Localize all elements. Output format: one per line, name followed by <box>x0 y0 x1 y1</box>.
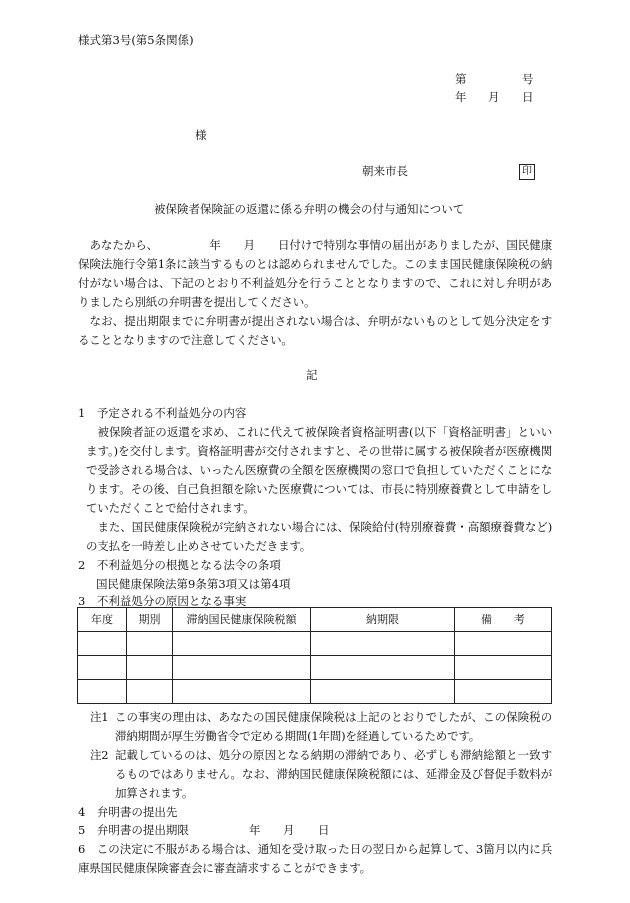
table-cell <box>311 656 455 680</box>
doc-number-prefix: 第 <box>455 72 467 86</box>
table-row <box>78 632 552 656</box>
arrears-table <box>77 607 552 704</box>
form-label: 様式第3号(第5条関係) <box>78 33 194 47</box>
table-cell <box>311 632 455 656</box>
table-cell <box>311 680 455 704</box>
section-4-title: 4 弁明書の提出先 <box>78 805 178 819</box>
section-2-body: 国民健康保険法第9条第3項又は第4項 <box>96 577 291 591</box>
deadline-day: 日 <box>318 823 330 837</box>
table-cell <box>127 632 173 656</box>
table-header-remarks: 備 考 <box>455 608 552 632</box>
table-cell <box>455 632 552 656</box>
date-day: 日 <box>522 90 534 104</box>
deadline-year: 年 <box>249 823 261 837</box>
deadline-month: 月 <box>283 823 295 837</box>
note-1-text: この事実の理由は、あなたの国民健康保険税は上記のとおりでしたが、この保険税の滞納期間が厚生労働省令で定める期間(1年間)を経過しているためです。 <box>115 710 552 743</box>
intro-paragraph-1: あなたから、 年 月 日付けで特別な事情の届出がありましたが、国民健康保険法施行令第1条に該当するものとは認められませんでした。このまま国民健康保険税の納付がない場合は、下記のとおり不利益処分を行うこととなりますので、これに対し弁明がありましたら別紙の弁明書を提出してください。 <box>78 238 552 309</box>
seal-mark: 印 <box>519 164 535 180</box>
table-header-row <box>78 608 552 632</box>
table-cell <box>455 656 552 680</box>
section-1-paragraph-2: また、国民健康保険税が完納されない場合には、保険給付(特別療養費・高額療養費など)の支払を一時差し止めさせていただきます。 <box>86 520 552 553</box>
section-1-title: 1 予定される不利益処分の内容 <box>78 406 247 420</box>
section-5-title: 5 弁明書の提出期限 <box>78 823 189 837</box>
section-6-text: 6 この決定に不服がある場合は、通知を受け取った日の翌日から起算して、3箇月以内に兵庫県国民健康保険審査会に審査請求することができます。 <box>78 842 552 875</box>
table-cell <box>78 656 127 680</box>
table-header-due-date: 納期限 <box>311 608 455 632</box>
table-row <box>78 656 552 680</box>
table-header-arrears-amount: 滞納国民健康保険税額 <box>173 608 311 632</box>
table-cell <box>173 680 311 704</box>
section-1-paragraph-1: 被保険者証の返還を求め、これに代えて被保険者資格証明書(以下「資格証明書」といいます。)を交付します。資格証明書が交付されますと、その世帯に属する被保険者が医療機関で受診される場合は、いったん医療費の全額を医療機関の窓口で負担していただくことになります。その後、自己負担額を除いた医療費については、市長に特別療養費として申請をしていただくことで給付されます。 <box>86 425 552 515</box>
issuer-name: 朝来市長 <box>362 164 408 178</box>
date-year: 年 <box>455 90 467 104</box>
table-row <box>78 680 552 704</box>
note-2-label: 注2 <box>90 748 109 762</box>
section-2-title: 2 不利益処分の根拠となる法令の条項 <box>78 558 281 572</box>
ki-heading: 記 <box>306 368 318 382</box>
table-cell <box>173 656 311 680</box>
document-title: 被保険者保険証の返還に係る弁明の機会の付与通知について <box>154 202 465 216</box>
table-cell <box>127 656 173 680</box>
table-cell <box>455 680 552 704</box>
table-header-fiscal-year: 年度 <box>78 608 127 632</box>
table-header-period: 期別 <box>127 608 173 632</box>
section-3-title: 3 不利益処分の原因となる事実 <box>78 594 247 608</box>
table-cell <box>127 680 173 704</box>
intro-paragraph-2: なお、提出期限までに弁明書が提出されない場合は、弁明がないものとして処分決定をすることとなりますので注意してください。 <box>78 314 552 347</box>
addressee-suffix: 様 <box>195 128 207 142</box>
doc-number-suffix: 号 <box>522 72 534 86</box>
date-month: 月 <box>488 90 500 104</box>
table-cell <box>78 680 127 704</box>
note-2-text: 記載しているのは、処分の原因となる納期の滞納であり、必ずしも滞納総額と一致するものではありません。なお、滞納国民健康保険税額には、延滞金及び督促手数料が加算されます。 <box>115 748 552 800</box>
note-1-label: 注1 <box>90 710 109 724</box>
table-cell <box>173 632 311 656</box>
table-cell <box>78 632 127 656</box>
